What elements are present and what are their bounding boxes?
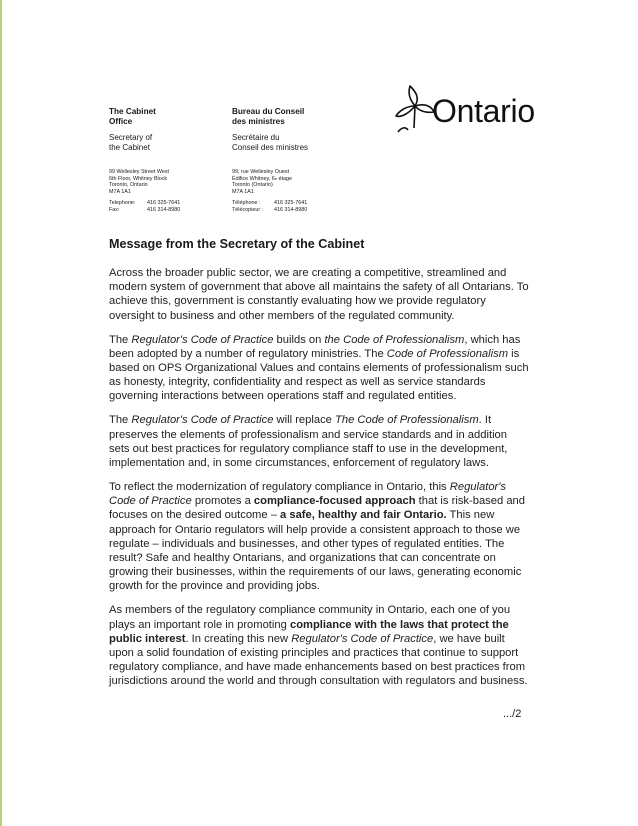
office-subtitle-en-line2: the Cabinet — [109, 143, 150, 152]
p3-italic-2: The Code of Professionalism — [335, 414, 479, 427]
ontario-logo — [392, 82, 542, 138]
page-continuation: .../2 — [503, 708, 522, 720]
address-fr-line3: Toronto (Ontario) — [232, 182, 273, 189]
fax-row-en — [109, 207, 229, 214]
letterhead-english — [109, 107, 229, 214]
fax-value-en: 416 314-8980 — [147, 206, 181, 213]
p4-bold-2: a safe, healthy and fair Ontario. — [280, 509, 447, 522]
office-title-en — [109, 107, 229, 127]
p4-text-2: promotes a — [191, 495, 254, 508]
contact-en — [109, 200, 229, 213]
address-fr-line2-sup: e — [274, 175, 277, 181]
phone-value-fr: 416 325-7641 — [274, 200, 308, 207]
p5-text-1: As members of the regulatory compliance community in Ontario, each one of you plays an important role in promoting — [109, 604, 511, 631]
fax-label-en: Fax: — [109, 206, 120, 213]
paragraph-3 — [109, 413, 529, 470]
office-subtitle-fr — [232, 133, 372, 153]
office-title-fr — [232, 107, 372, 127]
address-fr-line2 — [232, 176, 372, 183]
letterhead-french — [232, 107, 372, 214]
address-en-line1: 99 Wellesley Street West — [109, 169, 170, 175]
address-fr-line4: M7A 1A1 — [232, 188, 254, 195]
p5-text-2: . In creating this new — [185, 632, 292, 645]
p2-text-3: , which has been adopted by a number of regulatory ministries. The — [109, 333, 521, 360]
p4-text-4: This new approach for Ontario regulators will help provide a consistent approach to those we regulate – individuals and businesses, and other types of regulated entities. The result? Safe and healthy Ontarians, and organizations that can concentrate on growing their businesses, within the requirements of our laws, generating economic growth for the province and providing jobs. — [109, 509, 522, 593]
p4-bold-1: compliance-focused approach — [253, 495, 416, 508]
p5-bold-1: compliance with the laws that protect the public interest — [109, 618, 509, 645]
office-title-en-line1: The Cabinet — [109, 107, 156, 116]
phone-row-fr — [232, 200, 372, 207]
address-fr — [232, 169, 372, 195]
paragraph-2 — [109, 333, 529, 404]
phone-label-en: Telephone: — [109, 200, 136, 207]
office-title-en-line2: Office — [109, 117, 133, 126]
p4-italic-1: Regulator's Code of Practice — [109, 481, 507, 508]
address-fr-line2-main: Édifice Whitney, 6 — [232, 175, 275, 182]
paragraph-1: Across the broader public sector, we are creating a competitive, streamlined and modern system of government that above all maintains the safety of all Ontarians. To achieve this, government is constantly evaluating how we provide regulatory oversight to business and other members of the regulated community. — [109, 267, 529, 322]
address-fr-line1: 99, rue Wellesley Ouest — [232, 169, 290, 175]
address-en-line3: Toronto, Ontario — [109, 182, 148, 189]
office-subtitle-en-line1: Secretary of — [109, 133, 153, 142]
phone-value-en: 416 325-7641 — [147, 200, 181, 207]
p2-text-4: is based on OPS Organizational Values and contains elements of professionalism such as honesty, integrity, confidentiality and respect as well as service standards governing interactions between operations staff and regulated entities. — [109, 347, 529, 403]
p2-text-1: The — [109, 333, 132, 346]
paragraph-4 — [109, 480, 529, 594]
trillium-icon — [392, 82, 436, 138]
address-en-line4: M7A 1A1 — [109, 188, 131, 195]
p3-text-1: The — [109, 414, 132, 427]
address-fr-line2-end: étage — [276, 175, 292, 182]
p5-text-3: , we have built upon a solid foundation of existing principles and practices that continue to support regulatory compliance, and have made enhancements based on best practices from jurisdictions around the world and through consultation with regulators and business. — [109, 632, 528, 688]
ontario-wordmark: Ontario — [432, 93, 535, 129]
p2-italic-2: the Code of Professionalism — [324, 333, 465, 346]
fax-row-fr — [232, 207, 372, 214]
p3-italic-1: Regulator's Code of Practice — [131, 414, 274, 427]
office-title-fr-line2: des ministres — [232, 117, 285, 126]
letter-body — [109, 266, 529, 698]
fax-value-fr: 416 314-8980 — [274, 206, 308, 213]
fax-label-fr: Télécopieur : — [232, 206, 264, 213]
address-en-line2: 6th Floor, Whitney Block — [109, 175, 168, 182]
contact-fr — [232, 200, 372, 213]
p2-text-2: builds on — [273, 333, 325, 346]
page-title: Message from the Secretary of the Cabinet — [109, 237, 365, 251]
p5-italic-1: Regulator's Code of Practice — [291, 632, 434, 645]
address-en — [109, 169, 229, 195]
office-title-fr-line1: Bureau du Conseil — [232, 107, 305, 116]
phone-row-en — [109, 200, 229, 207]
office-subtitle-fr-line1: Secrétaire du — [232, 133, 280, 142]
phone-label-fr: Téléphone : — [232, 200, 261, 207]
office-subtitle-en — [109, 133, 229, 153]
p3-text-3: . It preserves the elements of professionalism and service standards and in addition sets out best practices for regulatory compliance staff to use in the development, implementation and, in some circumstances, enforcement of regulatory laws. — [109, 414, 508, 470]
p4-text-3: that is risk-based and focuses on the desired outcome – — [109, 495, 525, 522]
p3-text-2: will replace — [273, 414, 336, 427]
p2-italic-3: Code of Professionalism — [386, 347, 509, 360]
office-subtitle-fr-line2: Conseil des ministres — [232, 143, 309, 152]
p4-text-1: To reflect the modernization of regulatory compliance in Ontario, this — [109, 481, 450, 494]
paragraph-5 — [109, 603, 529, 688]
p2-italic-1: Regulator's Code of Practice — [131, 333, 274, 346]
